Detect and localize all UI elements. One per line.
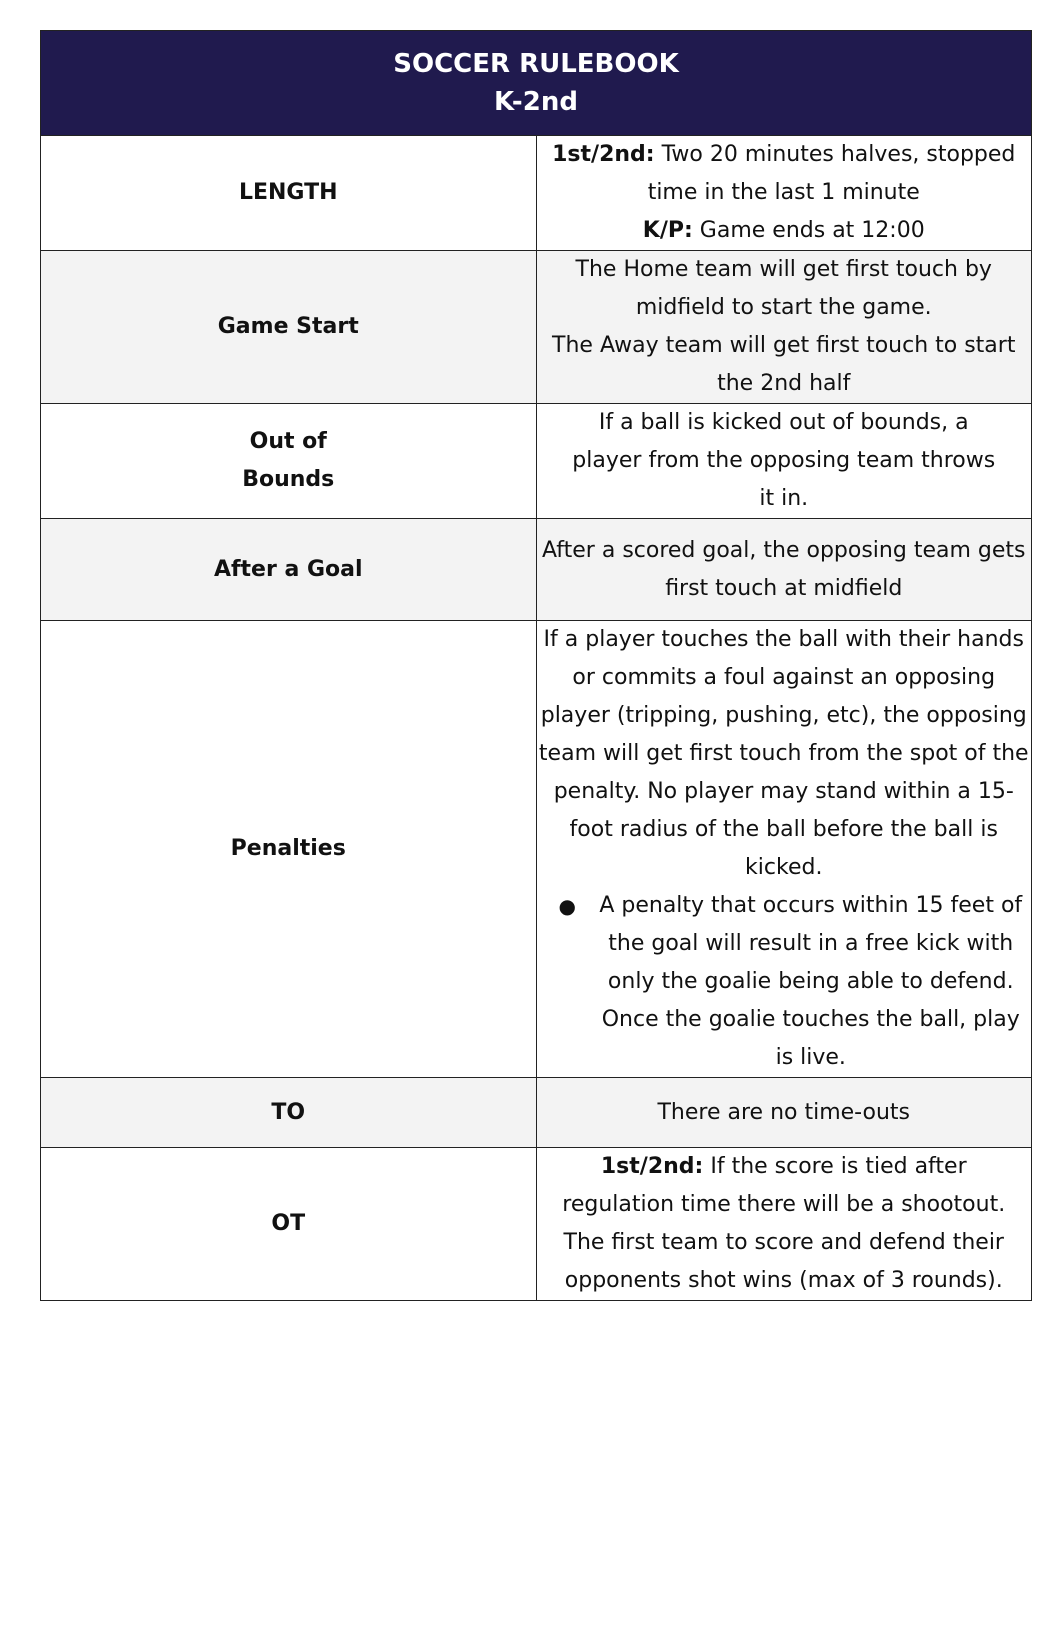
length-prefix-1: 1st/2nd: (552, 142, 655, 167)
penalties-bullet-list (537, 887, 1032, 1077)
header-row (41, 31, 1032, 136)
bullet-icon: ● (558, 894, 576, 918)
label-penalties: Penalties (41, 621, 537, 1078)
content-timeouts: There are no time-outs (536, 1078, 1032, 1148)
row-penalties (41, 621, 1032, 1078)
overtime-prefix: 1st/2nd: (600, 1154, 704, 1179)
length-line-2 (537, 212, 1032, 250)
content-game-start (536, 251, 1032, 404)
penalties-text: If a player touches the ball with their hands or commits a foul against an opposing player (tripping, pushing, etc), the opposing team will get first touch from the spot of the penalty. No player may stand within a 15-foot radius of the ball before the ball is kicked. (538, 627, 1029, 880)
content-out-of-bounds: If a ball is kicked out of bounds, a player from the opposing team throws it in. (536, 404, 1032, 519)
label-timeouts: TO (41, 1078, 537, 1148)
row-length (41, 136, 1032, 251)
row-out-of-bounds (41, 404, 1032, 519)
penalties-bullet-text: A penalty that occurs within 15 feet of the goal will result in a free kick with only the goalie being able to defend. Once the goalie touches the ball, play is live. (599, 893, 1023, 1070)
content-overtime (536, 1148, 1032, 1301)
content-length (536, 136, 1032, 251)
label-out-of-bounds-line-2: Bounds (242, 467, 335, 492)
header-cell (41, 31, 1032, 136)
row-timeouts (41, 1078, 1032, 1148)
rulebook-table (40, 30, 1032, 1301)
game-start-line-1: The Home team will get first touch by midfield to start the game. (575, 257, 992, 320)
row-after-goal (41, 519, 1032, 621)
content-after-goal: After a scored goal, the opposing team gets first touch at midfield (536, 519, 1032, 621)
length-text-1: Two 20 minutes halves, stopped time in the last 1 minute (647, 142, 1016, 205)
row-game-start (41, 251, 1032, 404)
row-overtime (41, 1148, 1032, 1301)
label-after-goal: After a Goal (41, 519, 537, 621)
length-text-2: Game ends at 12:00 (692, 218, 925, 243)
overtime-text: If the score is tied after regulation time there will be a shootout. The first team to score and defend their opponents shot wins (max of 3 rounds). (562, 1154, 1006, 1293)
label-length: LENGTH (41, 136, 537, 251)
label-game-start: Game Start (41, 251, 537, 404)
label-out-of-bounds (41, 404, 537, 519)
length-prefix-2: K/P: (642, 218, 693, 243)
label-overtime: OT (41, 1148, 537, 1301)
length-line-1 (537, 136, 1032, 212)
label-out-of-bounds-line-1: Out of (249, 429, 327, 454)
page-subtitle: K-2nd (494, 87, 578, 117)
game-start-line-2: The Away team will get first touch to start the 2nd half (552, 333, 1016, 396)
penalties-bullet-item (558, 887, 1026, 1077)
page-title: SOCCER RULEBOOK (393, 49, 679, 79)
content-penalties (536, 621, 1032, 1078)
